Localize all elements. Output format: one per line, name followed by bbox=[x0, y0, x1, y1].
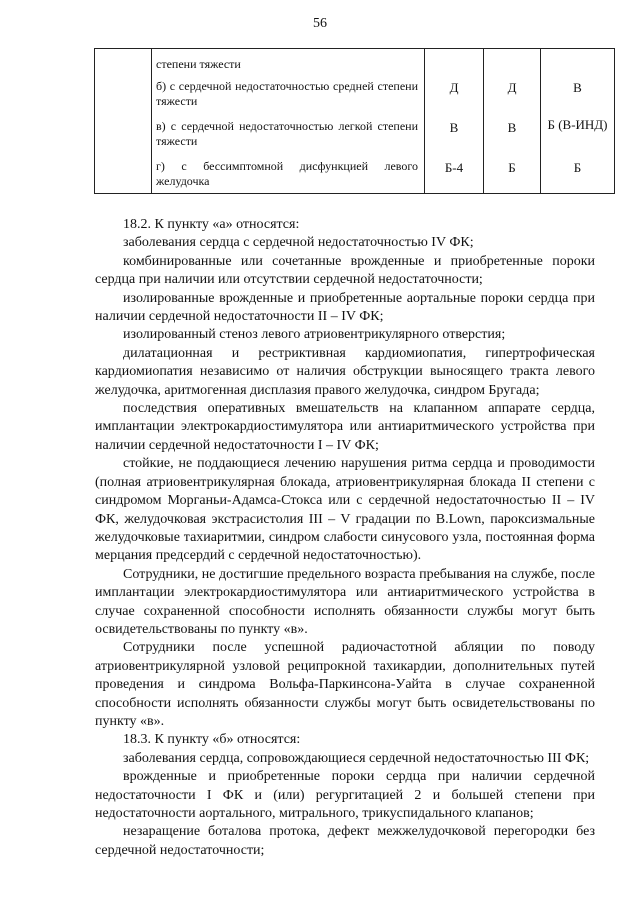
condition-text: степени тяжести bbox=[156, 57, 241, 71]
category-value: Д bbox=[507, 80, 517, 95]
paragraph: Сотрудники после успешной радиочастотной абляции по поводу атриовентрикулярной узловой реципрокной тахикардии, дополнительных путей проведения и синдрома Вольфа-Паркинсона-Уайта в случае сохраненной способности исполнять обязанности службы могут быть освидетельствованы по пункту «в». bbox=[95, 640, 595, 729]
category-column-2 bbox=[484, 49, 541, 194]
condition-entry bbox=[152, 73, 424, 113]
condition-entry bbox=[152, 113, 424, 153]
paragraph: дилатационная и рестриктивная кардиомиопатия, гипертрофическая кардиомиопатия независимо от наличия обструкции выносящего тракта левого желудочка, аритмогенная дисплазия правого желудочка, синдром Бругада; bbox=[95, 345, 595, 398]
condition-text: б) с сердечной недостаточностью средней степени тяжести bbox=[156, 79, 418, 108]
category-column-3 bbox=[541, 49, 615, 194]
category-value: В bbox=[449, 120, 459, 135]
condition-text: в) с сердечной недостаточностью легкой степени тяжести bbox=[156, 119, 418, 148]
section-heading: 18.3. К пункту «б» относятся: bbox=[123, 732, 301, 748]
paragraph: заболевания сердца, сопровождающиеся сердечной недостаточностью III ФК; bbox=[123, 750, 590, 766]
document-body bbox=[95, 216, 595, 860]
category-value: Б bbox=[508, 160, 516, 175]
paragraph: последствия оперативных вмешательств на клапанном аппарате сердца, имплантации электрокардиостимулятора или антиаритмического устройства при наличии сердечной недостаточности I – IV ФК; bbox=[95, 401, 595, 453]
category-column-1 bbox=[425, 49, 484, 194]
category-value: В bbox=[507, 120, 517, 135]
condition-cell bbox=[152, 49, 425, 194]
paragraph: Сотрудники, не достигшие предельного возраста пребывания на службе, после имплантации электрокардиостимулятора или антиаритмического устройства в случае сохраненной способности исполнять обязанности службы могут быть освидетельствованы по пункту «в». bbox=[95, 566, 596, 637]
category-value: Б bbox=[573, 160, 582, 175]
category-value: Б (В-ИНД) bbox=[547, 117, 608, 132]
classification-table bbox=[94, 48, 615, 194]
paragraph: комбинированные или сочетанные врожденные и приобретенные пороки сердца при наличии или отсутствии сердечной недостаточности; bbox=[95, 253, 595, 288]
condition-entry bbox=[152, 153, 424, 193]
paragraph: изолированный стеноз левого атриовентрикулярного отверстия; bbox=[123, 327, 506, 343]
paragraph: стойкие, не поддающиеся лечению нарушения ритма сердца и проводимости (полная атриовентрикулярная блокада, атриовентрикулярная блокада II степени с синдромом Морганьи-Адамса-Стокса или с сердечной недостаточностью II – IV ФК, желудочковая экстрасистолия III – V градации по B.Lown, пароксизмальные желудочковые тахиаритмии, синдром слабости синусового узла, постоянная форма мерцания предсердий с сердечной недостаточностью). bbox=[95, 456, 595, 564]
category-value: Д bbox=[449, 80, 459, 95]
paragraph: изолированные врожденные и приобретенные аортальные пороки сердца при наличии сердечной недостаточности II – IV ФК; bbox=[95, 290, 595, 325]
category-value: Б-4 bbox=[444, 160, 464, 175]
category-value: В bbox=[573, 80, 582, 95]
condition-entry bbox=[152, 49, 424, 73]
paragraph: незаращение боталова протока, дефект межжелудочковой перегородки без сердечной недостаточности; bbox=[95, 824, 595, 858]
section-heading: 18.2. К пункту «а» относятся: bbox=[123, 217, 300, 232]
paragraph: врожденные и приобретенные пороки сердца при наличии сердечной недостаточности I ФК и (или) регургитацией 2 и большей степени при недостаточности аортального, митрального, трикуспидального клапанов; bbox=[95, 769, 595, 821]
paragraph: заболевания сердца с сердечной недостаточностью IV ФК; bbox=[123, 235, 474, 251]
page-number: 56 bbox=[313, 16, 327, 31]
article-cell bbox=[95, 49, 152, 194]
table-row bbox=[95, 49, 615, 194]
condition-text: г) с бессимптомной дисфункцией левого желудочка bbox=[156, 159, 418, 188]
